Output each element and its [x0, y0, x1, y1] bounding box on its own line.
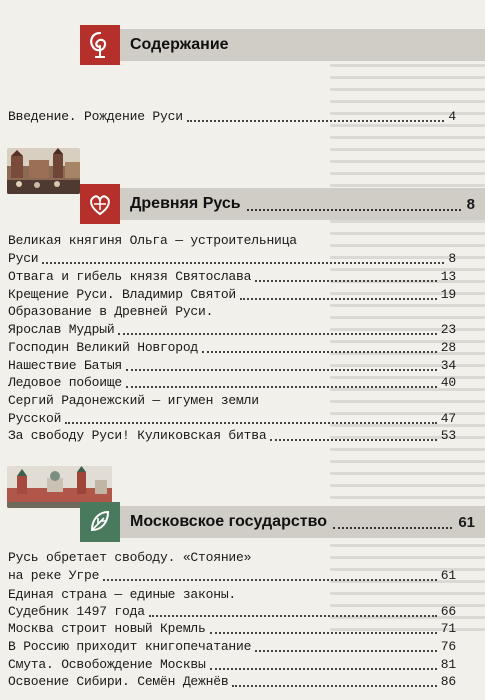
toc-entry: Ярослав Мудрый 23 [8, 322, 456, 337]
toc-entry: Освоение Сибири. Семён Дежнёв 86 [8, 674, 456, 689]
toc-entry: Единая страна — единые законы. [8, 587, 237, 602]
toc-entry: Образование в Древней Руси. [8, 304, 214, 319]
ornament-swirl-icon [80, 25, 120, 65]
toc-entry: Господин Великий Новгород 28 [8, 340, 456, 355]
toc-entry: Смута. Освобождение Москвы 81 [8, 657, 456, 672]
section-moscow-state-title: Московское государство [130, 513, 327, 530]
toc-entry: Введение. Рождение Руси 4 [8, 109, 456, 124]
leader-dots [333, 515, 452, 529]
ancient-rus-photo [7, 148, 80, 194]
contents-header [80, 29, 485, 61]
toc-entry: Ледовое побоище 40 [8, 375, 456, 390]
toc-entry: Руси 8 [8, 251, 456, 266]
toc-entry: Судебник 1497 года 66 [8, 604, 456, 619]
ornament-knot-icon [80, 184, 120, 224]
toc-entry: Нашествие Батыя 34 [8, 358, 456, 373]
toc-entry: В Россию приходит книгопечатание 76 [8, 639, 456, 654]
section-ancient-rus [80, 188, 485, 220]
section-moscow-state-page: 61 [458, 513, 475, 531]
toc-entry: Великая княгиня Ольга — устроительница [8, 233, 297, 248]
ornament-leaf-icon [80, 502, 120, 542]
section-moscow-state [80, 506, 485, 538]
toc-entry: Русской 47 [8, 411, 456, 426]
toc-entry: Сергий Радонежский — игумен земли [8, 393, 259, 408]
section-ancient-rus-page: 8 [466, 195, 475, 213]
contents-title: Содержание [130, 36, 229, 53]
toc-entry: За свободу Руси! Куликовская битва 53 [8, 428, 456, 443]
toc-entry: Москва строит новый Кремль 71 [8, 621, 456, 636]
toc-entry: Крещение Руси. Владимир Святой 19 [8, 287, 456, 302]
section-ancient-rus-title: Древняя Русь [130, 195, 241, 212]
leader-dots [247, 197, 461, 211]
toc-entry: на реке Угре 61 [8, 568, 456, 583]
toc-entry: Русь обретает свободу. «Стояние» [8, 550, 252, 565]
toc-entry: Отвага и гибель князя Святослава 13 [8, 269, 456, 284]
